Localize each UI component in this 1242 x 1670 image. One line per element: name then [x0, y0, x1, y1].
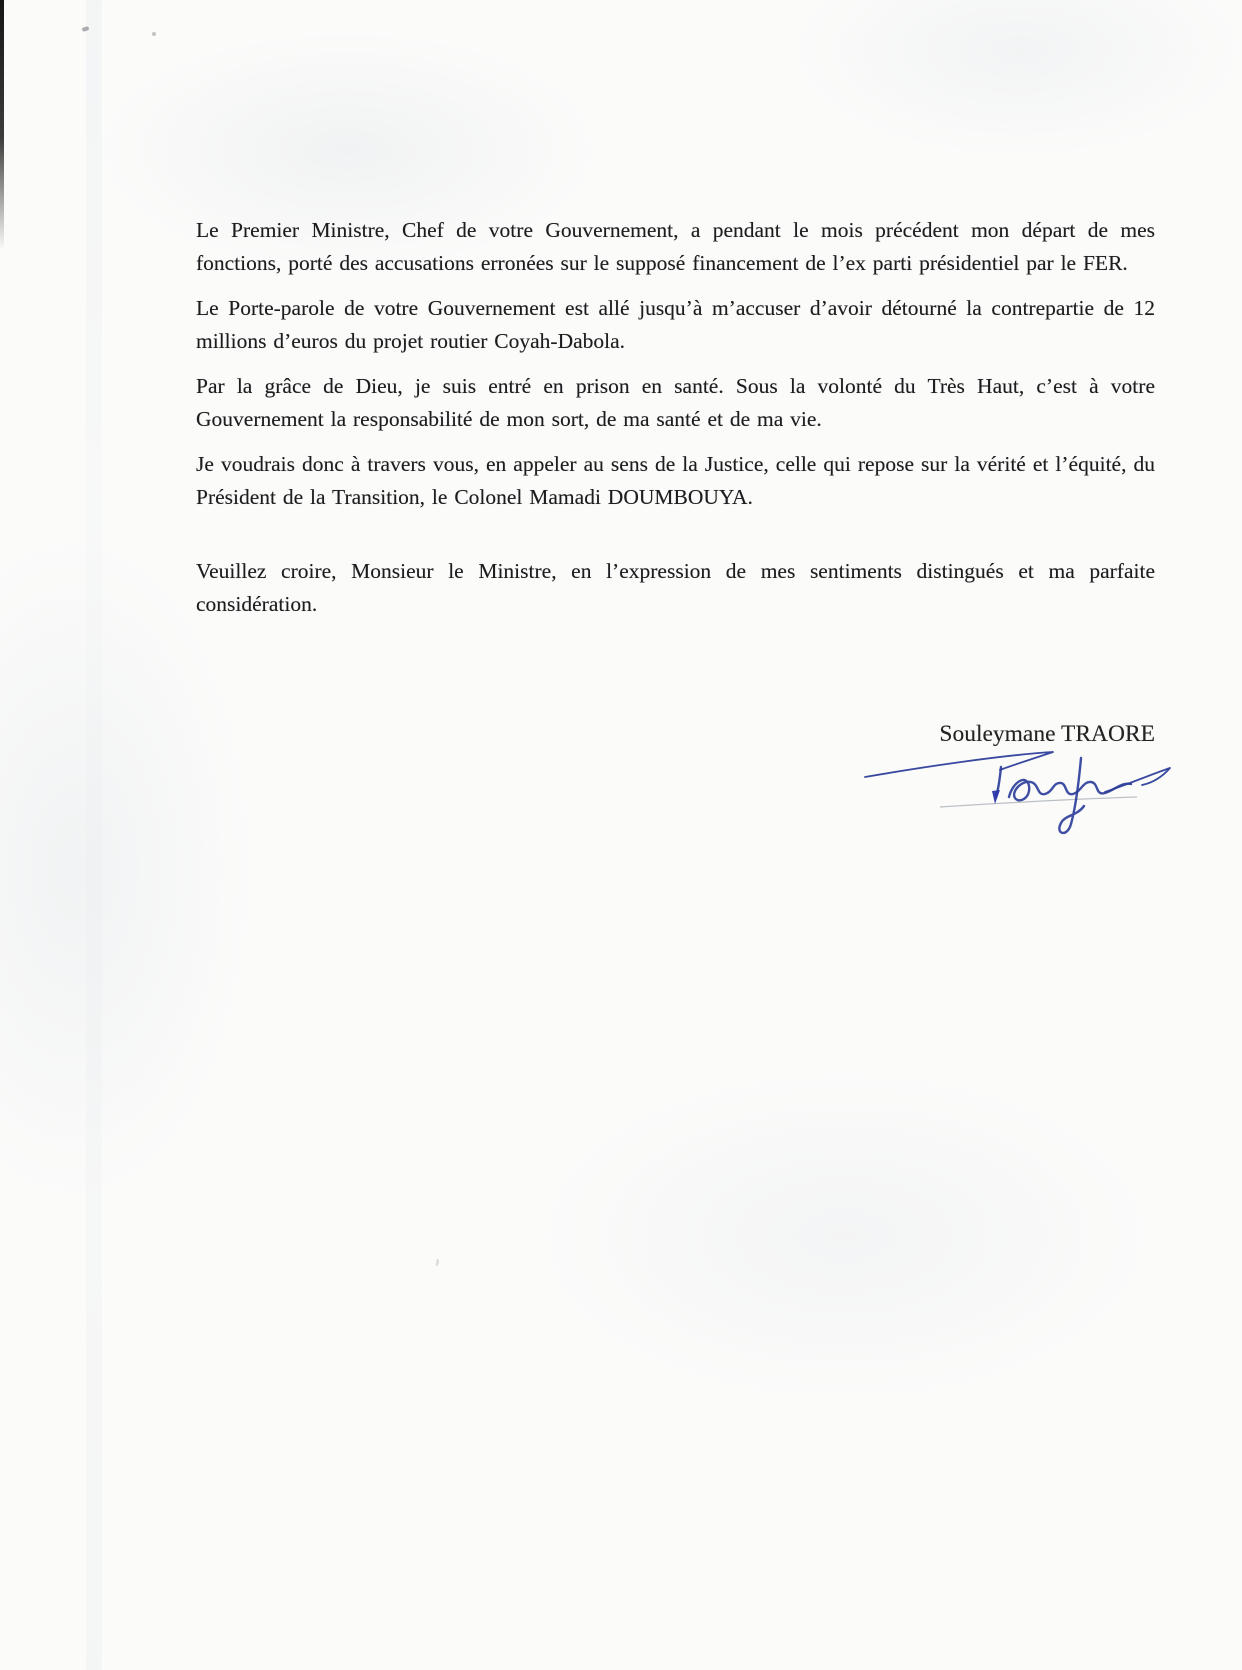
scan-edge-artifact	[0, 0, 4, 250]
scan-fold-band	[86, 0, 102, 1670]
letter-paragraph: Le Premier Ministre, Chef de votre Gouvernement, a pendant le mois précédent mon départ de mes fonctions, porté des accusations erronées sur le supposé financement de l’ex parti présidentiel par le FER.	[196, 218, 1155, 275]
signature-block	[853, 720, 1173, 860]
scan-speck	[82, 26, 90, 32]
letter-body	[196, 214, 1155, 633]
scan-speck	[152, 32, 156, 36]
letter-paragraph: Le Porte-parole de votre Gouvernement est allé jusqu’à m’accuser d’avoir détourné la contrepartie de 12 millions d’euros du projet routier Coyah-Dabola.	[196, 296, 1155, 353]
scan-speck	[435, 1259, 439, 1266]
handwritten-signature	[853, 746, 1173, 856]
letter-paragraph: Je voudrais donc à travers vous, en appeler au sens de la Justice, celle qui repose sur la vérité et l’équité, du Président de la Transition, le Colonel Mamadi DOUMBOUYA.	[196, 452, 1155, 509]
letter-closing-paragraph: Veuillez croire, Monsieur le Ministre, en l’expression de mes sentiments distingués et ma parfaite considération.	[196, 559, 1155, 616]
letter-paragraph: Par la grâce de Dieu, je suis entré en prison en santé. Sous la volonté du Très Haut, c’est à votre Gouvernement la responsabilité de mon sort, de ma santé et de ma vie.	[196, 374, 1155, 431]
signature-name: Souleymane TRAORE	[939, 721, 1155, 747]
